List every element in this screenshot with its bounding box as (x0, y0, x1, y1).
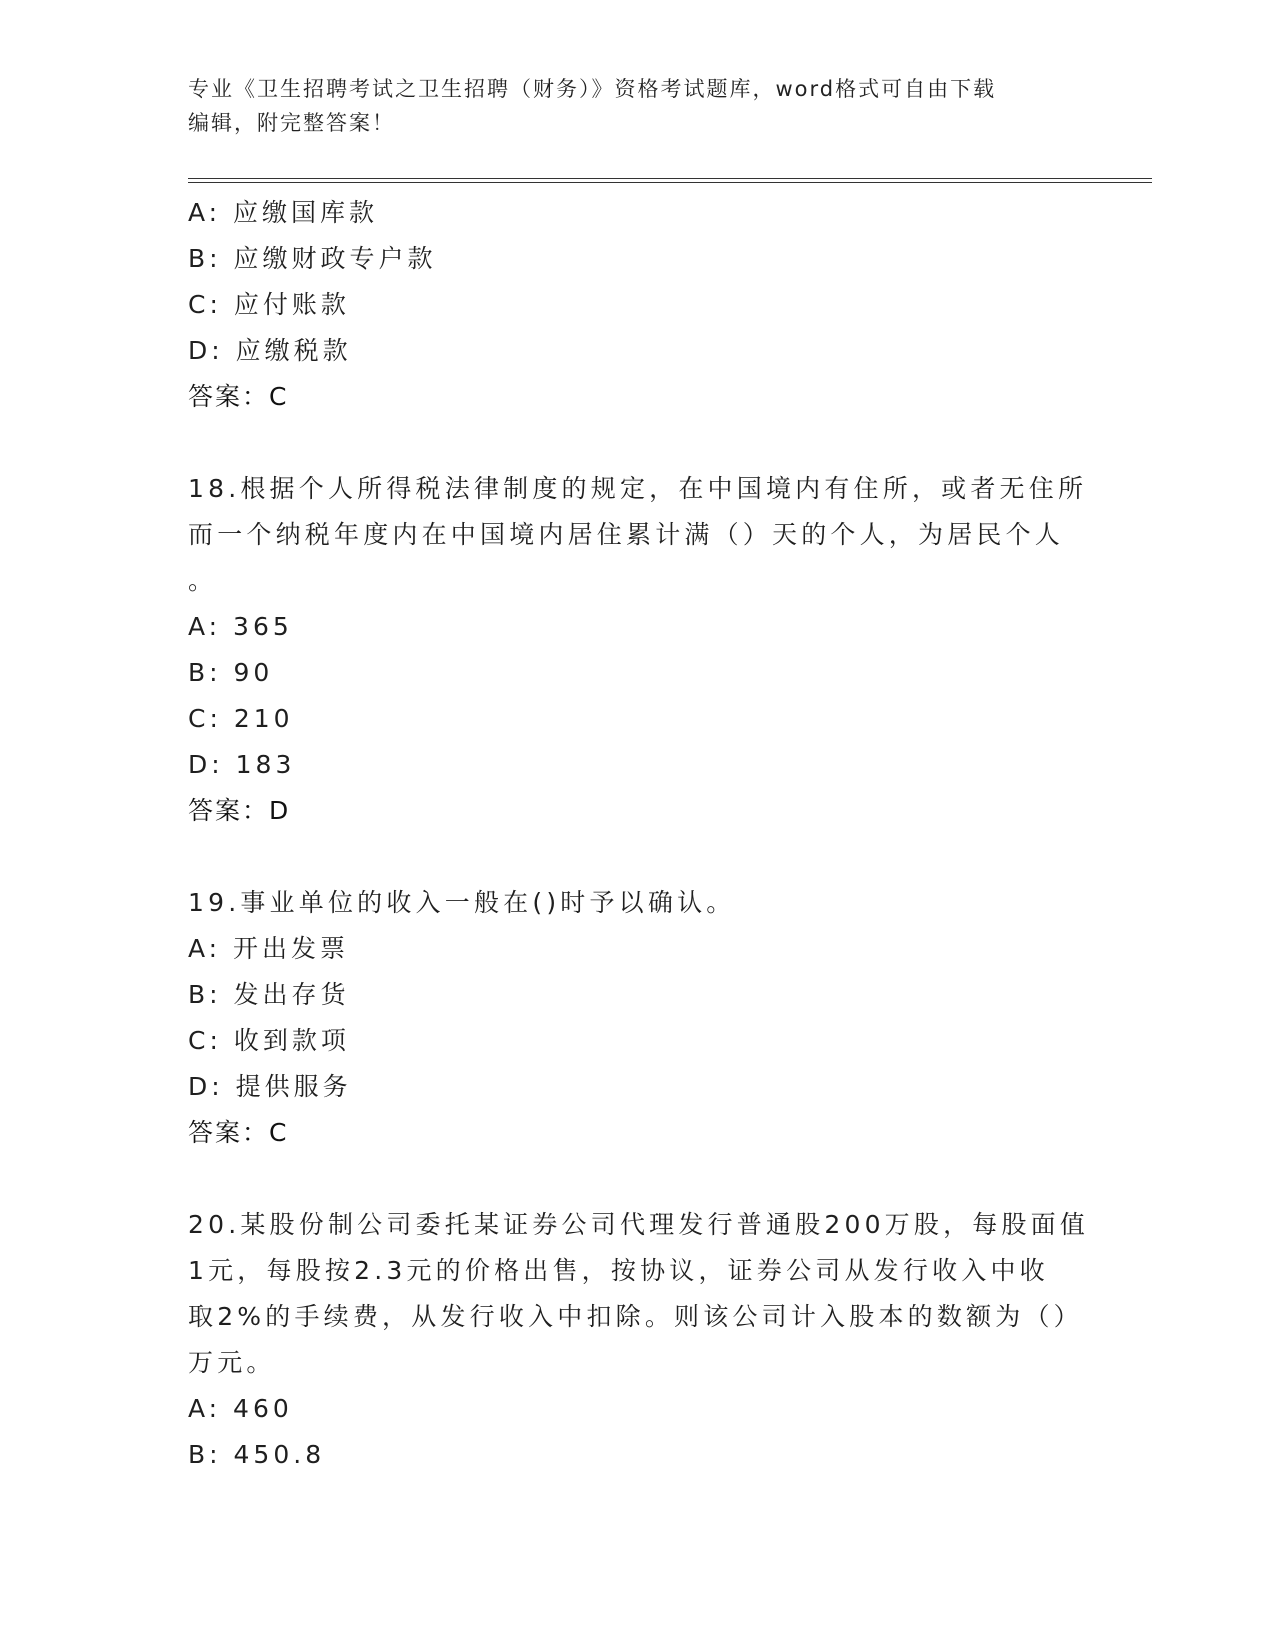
spacer (188, 420, 1088, 466)
option-label: D: (188, 750, 224, 779)
answer-line: 答案：C (188, 1118, 289, 1147)
option-label: C: (188, 290, 222, 319)
question-17 (188, 190, 1088, 420)
option-text: 210 (233, 704, 294, 733)
spacer (188, 834, 1088, 880)
option-label: B: (188, 980, 222, 1009)
question-stem-line: 。 (188, 566, 218, 595)
option-b (188, 972, 1088, 1018)
question-stem-line: 万元。 (188, 1348, 276, 1377)
answer-line: 答案：D (188, 796, 291, 825)
option-text: 365 (233, 612, 293, 641)
header-divider-bottom (188, 182, 1152, 183)
question-stem-line: 18.根据个人所得税法律制度的规定，在中国境内有住所，或者无住所 (188, 474, 1088, 503)
option-text: 收到款项 (233, 1026, 350, 1055)
option-label: A: (188, 612, 222, 641)
question-19 (188, 880, 1088, 1156)
question-stem-line: 1元，每股按2.3元的价格出售，按协议，证券公司从发行收入中收 (188, 1256, 1049, 1285)
question-stem-line: 19.事业单位的收入一般在()时予以确认。 (188, 888, 736, 917)
option-b (188, 236, 1088, 282)
question-20 (188, 1202, 1088, 1478)
option-d (188, 328, 1088, 374)
option-text: 应付账款 (233, 290, 350, 319)
option-a (188, 604, 1088, 650)
question-stem-line: 而一个纳税年度内在中国境内居住累计满（）天的个人，为居民个人 (188, 520, 1065, 549)
option-d (188, 1064, 1088, 1110)
option-label: C: (188, 1026, 222, 1055)
option-label: D: (188, 336, 224, 365)
option-label: B: (188, 658, 222, 687)
option-text: 183 (235, 750, 296, 779)
option-label: D: (188, 1072, 224, 1101)
header-line-1: 专业《卫生招聘考试之卫生招聘（财务）》资格考试题库，word格式可自由下载 (188, 77, 997, 101)
option-label: A: (188, 934, 222, 963)
option-text: 应缴税款 (235, 336, 352, 365)
option-c (188, 1018, 1088, 1064)
option-c (188, 696, 1088, 742)
option-label: B: (188, 244, 222, 273)
option-label: A: (188, 1394, 222, 1423)
option-label: B: (188, 1440, 222, 1469)
document-header (188, 72, 1068, 140)
option-label: C: (188, 704, 222, 733)
question-stem-line: 取2%的手续费，从发行收入中扣除。则该公司计入股本的数额为（） (188, 1302, 1083, 1331)
question-18 (188, 466, 1088, 834)
option-b (188, 650, 1088, 696)
header-divider-top (188, 178, 1152, 179)
option-a (188, 926, 1088, 972)
option-c (188, 282, 1088, 328)
option-text: 450.8 (233, 1440, 326, 1469)
question-list (188, 190, 1088, 1478)
option-a (188, 190, 1088, 236)
option-label: A: (188, 198, 222, 227)
option-text: 460 (233, 1394, 293, 1423)
option-text: 90 (233, 658, 274, 687)
option-a (188, 1386, 1088, 1432)
option-b (188, 1432, 1088, 1478)
spacer (188, 1156, 1088, 1202)
option-text: 开出发票 (233, 934, 350, 963)
option-text: 提供服务 (235, 1072, 352, 1101)
option-d (188, 742, 1088, 788)
header-line-2: 编辑，附完整答案！ (188, 111, 395, 135)
question-stem-line: 20.某股份制公司委托某证券公司代理发行普通股200万股，每股面值 (188, 1210, 1090, 1239)
option-text: 应缴国库款 (233, 198, 379, 227)
option-text: 发出存货 (233, 980, 350, 1009)
answer-line: 答案：C (188, 382, 289, 411)
option-text: 应缴财政专户款 (233, 244, 437, 273)
